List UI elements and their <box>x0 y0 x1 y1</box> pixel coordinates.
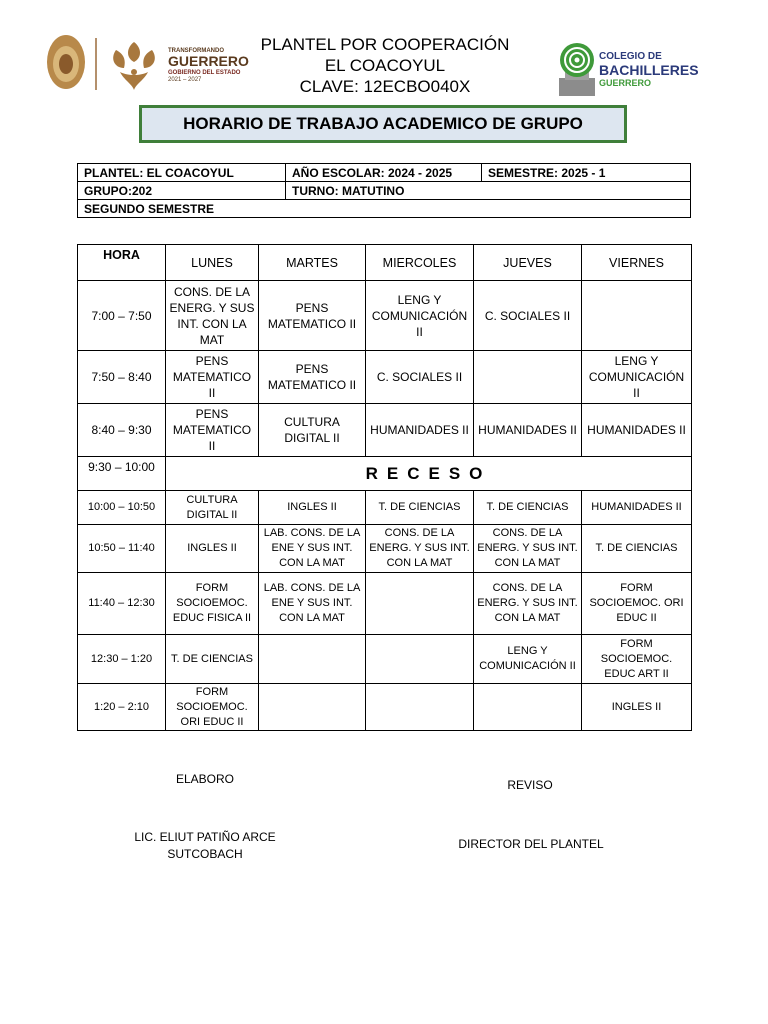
colegio-bachilleres-logo <box>555 36 715 100</box>
class-cell: T. DE CIENCIAS <box>582 525 692 573</box>
schedule-row <box>78 281 692 351</box>
header-jueves: JUEVES <box>474 245 582 281</box>
class-cell: INGLES II <box>259 491 366 525</box>
colegio-de-text: COLEGIO DE <box>599 51 662 62</box>
class-cell <box>474 684 582 731</box>
info-table <box>77 163 691 218</box>
class-cell: CONS. DE LA ENERG. Y SUS INT. CON LA MAT <box>166 281 259 351</box>
class-cell: LENG Y COMUNICACIÓN II <box>474 635 582 684</box>
elaboro-label: ELABORO <box>175 772 235 786</box>
hora-cell: 8:40 – 9:30 <box>78 404 166 457</box>
hora-cell: 10:50 – 11:40 <box>78 525 166 573</box>
class-cell: FORM SOCIOEMOC. EDUC ART II <box>582 635 692 684</box>
class-cell: HUMANIDADES II <box>366 404 474 457</box>
schedule-row <box>78 525 692 573</box>
class-cell: FORM SOCIOEMOC. ORI EDUC II <box>582 573 692 635</box>
header-line-3: CLAVE: 12ECBO040X <box>299 77 471 96</box>
class-cell: HUMANIDADES II <box>474 404 582 457</box>
class-cell: INGLES II <box>166 525 259 573</box>
header-line-2: EL COACOYUL <box>324 56 446 75</box>
elaboro-org: SUTCOBACH <box>167 847 243 861</box>
info-row <box>78 164 691 182</box>
hora-cell: 7:50 – 8:40 <box>78 351 166 404</box>
class-cell <box>366 684 474 731</box>
anio-escolar-cell: AÑO ESCOLAR: 2024 - 2025 <box>286 164 482 182</box>
schedule-row <box>78 573 692 635</box>
header-viernes: VIERNES <box>582 245 692 281</box>
schedule-row <box>78 404 692 457</box>
tagline-guerrero: GUERRERO <box>168 53 249 69</box>
segundo-semestre-cell: SEGUNDO SEMESTRE <box>78 200 691 218</box>
guerrero-text: GUERRERO <box>599 78 652 88</box>
class-cell: LENG Y COMUNICACIÓN II <box>582 351 692 404</box>
receso-row <box>78 457 692 491</box>
class-cell: FORM SOCIOEMOC. EDUC FISICA II <box>166 573 259 635</box>
class-cell: CONS. DE LA ENERG. Y SUS INT. CON LA MAT <box>474 573 582 635</box>
hora-cell: 10:00 – 10:50 <box>78 491 166 525</box>
class-cell <box>259 684 366 731</box>
class-cell: CULTURA DIGITAL II <box>259 404 366 457</box>
class-cell: PENS MATEMATICO II <box>259 351 366 404</box>
class-cell: PENS MATEMATICO II <box>166 351 259 404</box>
reviso-label: REVISO <box>507 778 553 792</box>
class-cell <box>259 635 366 684</box>
header-hora: HORA <box>78 245 166 281</box>
class-cell: CULTURA DIGITAL II <box>166 491 259 525</box>
header-martes: MARTES <box>259 245 366 281</box>
hora-cell: 11:40 – 12:30 <box>78 573 166 635</box>
class-cell: T. DE CIENCIAS <box>166 635 259 684</box>
class-cell: C. SOCIALES II <box>474 281 582 351</box>
semestre-cell: SEMESTRE: 2025 - 1 <box>482 164 691 182</box>
class-cell: PENS MATEMATICO II <box>259 281 366 351</box>
hora-cell: 7:00 – 7:50 <box>78 281 166 351</box>
bachilleres-emblem-icon <box>555 36 599 98</box>
class-cell: LAB. CONS. DE LA ENE Y SUS INT. CON LA MAT <box>259 525 366 573</box>
schedule-table <box>77 244 692 731</box>
class-cell: T. DE CIENCIAS <box>366 491 474 525</box>
class-cell: LENG Y COMUNICACIÓN II <box>366 281 474 351</box>
class-cell: INGLES II <box>582 684 692 731</box>
class-cell <box>366 635 474 684</box>
elaboro-name: LIC. ELIUT PATIÑO ARCE <box>134 830 276 844</box>
header-line-1: PLANTEL POR COOPERACIÓN <box>260 35 510 54</box>
tagline-gobierno: GOBIERNO DEL ESTADO <box>168 70 241 76</box>
info-row <box>78 200 691 218</box>
schedule-header-row <box>78 245 692 281</box>
class-cell <box>582 281 692 351</box>
class-cell: FORM SOCIOEMOC. ORI EDUC II <box>166 684 259 731</box>
header-miercoles: MIERCOLES <box>366 245 474 281</box>
grupo-cell: GRUPO:202 <box>78 182 286 200</box>
class-cell: LAB. CONS. DE LA ENE Y SUS INT. CON LA MAT <box>259 573 366 635</box>
class-cell: CONS. DE LA ENERG. Y SUS INT. CON LA MAT <box>474 525 582 573</box>
reviso-name: DIRECTOR DEL PLANTEL <box>458 837 604 851</box>
schedule-row <box>78 684 692 731</box>
class-cell: HUMANIDADES II <box>582 491 692 525</box>
hora-cell: 1:20 – 2:10 <box>78 684 166 731</box>
class-cell <box>474 351 582 404</box>
bachilleres-text: BACHILLERES <box>599 62 699 78</box>
class-cell: HUMANIDADES II <box>582 404 692 457</box>
receso-label: RECESO <box>166 457 692 491</box>
schedule-row <box>78 635 692 684</box>
schedule-row <box>78 491 692 525</box>
class-cell: C. SOCIALES II <box>366 351 474 404</box>
hora-cell: 9:30 – 10:00 <box>78 457 166 491</box>
plantel-cell: PLANTEL: EL COACOYUL <box>78 164 286 182</box>
document-title-banner: HORARIO DE TRABAJO ACADEMICO DE GRUPO <box>139 105 627 143</box>
schedule-row <box>78 351 692 404</box>
hora-cell: 12:30 – 1:20 <box>78 635 166 684</box>
turno-cell: TURNO: MATUTINO <box>286 182 691 200</box>
header-lunes: LUNES <box>166 245 259 281</box>
class-cell <box>366 573 474 635</box>
tagline-years: 2021 – 2027 <box>168 77 202 83</box>
class-cell: CONS. DE LA ENERG. Y SUS INT. CON LA MAT <box>366 525 474 573</box>
tagline-transformando: TRANSFORMANDO <box>168 48 224 54</box>
class-cell: T. DE CIENCIAS <box>474 491 582 525</box>
info-row <box>78 182 691 200</box>
class-cell: PENS MATEMATICO II <box>166 404 259 457</box>
